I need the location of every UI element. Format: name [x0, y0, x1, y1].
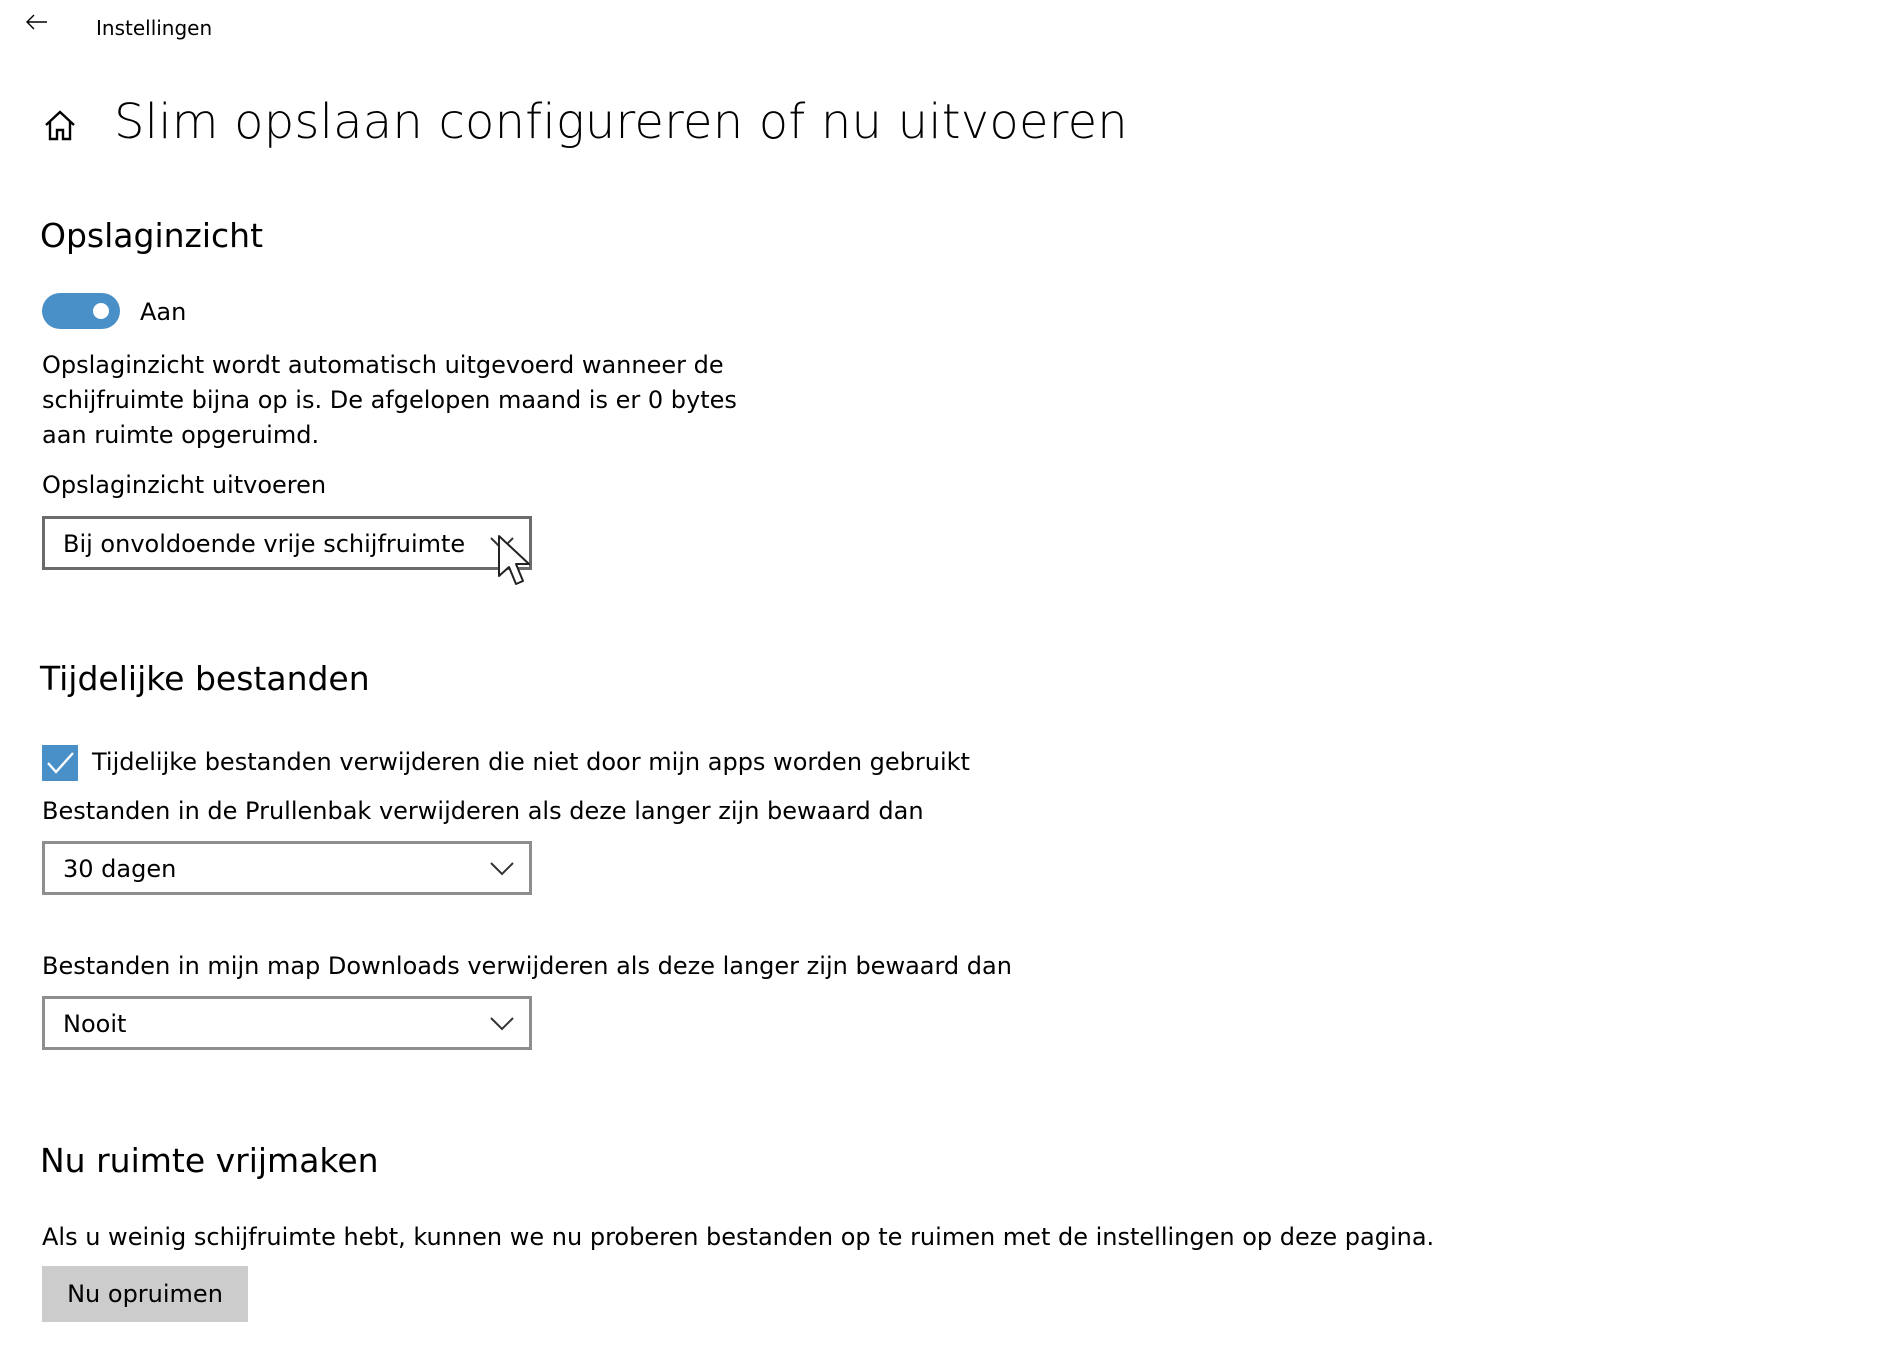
downloads-dropdown[interactable] — [42, 996, 532, 1050]
run-storage-sense-dropdown[interactable] — [42, 516, 532, 570]
free-space-heading: Nu ruimte vrijmaken — [40, 1141, 379, 1180]
toggle-state-label: Aan — [140, 298, 187, 326]
dropdown-selected-value: 30 dagen — [63, 855, 177, 883]
toggle-knob — [93, 303, 109, 319]
clean-now-button[interactable]: Nu opruimen — [42, 1266, 248, 1322]
free-space-description: Als u weinig schijfruimte hebt, kunnen we nu proberen bestanden op te ruimen met de instellingen op deze pagina. — [42, 1223, 1435, 1251]
back-button[interactable] — [20, 8, 54, 36]
dropdown-selected-value: Nooit — [63, 1010, 127, 1038]
recycle-bin-dropdown[interactable] — [42, 841, 532, 895]
home-icon[interactable] — [40, 106, 80, 146]
app-title: Instellingen — [96, 16, 213, 40]
checkmark-icon — [42, 745, 78, 781]
downloads-label: Bestanden in mijn map Downloads verwijderen als deze langer zijn bewaard dan — [42, 952, 1012, 980]
title-bar — [0, 0, 1879, 56]
chevron-down-icon — [489, 1013, 515, 1033]
recycle-bin-label: Bestanden in de Prullenbak verwijderen als deze langer zijn bewaard dan — [42, 797, 924, 825]
storage-sense-description: Opslaginzicht wordt automatisch uitgevoerd wanneer de schijfruimte bijna op is. De afgelopen maand is er 0 bytes aan ruimte opgeruimd. — [42, 351, 737, 449]
chevron-down-icon — [489, 858, 515, 878]
delete-temp-files-label[interactable]: Tijdelijke bestanden verwijderen die niet door mijn apps worden gebruikt — [92, 748, 970, 776]
storage-sense-heading: Opslaginzicht — [40, 216, 264, 255]
chevron-down-icon — [489, 533, 515, 553]
temp-files-heading: Tijdelijke bestanden — [40, 659, 370, 698]
dropdown-selected-value: Bij onvoldoende vrije schijfruimte — [63, 530, 466, 558]
storage-sense-toggle[interactable] — [42, 293, 120, 329]
delete-temp-files-checkbox[interactable] — [42, 745, 78, 781]
page-title: Slim opslaan configureren of nu uitvoeren — [114, 94, 1128, 150]
back-arrow-icon — [26, 14, 48, 30]
run-storage-sense-label: Opslaginzicht uitvoeren — [42, 471, 327, 499]
